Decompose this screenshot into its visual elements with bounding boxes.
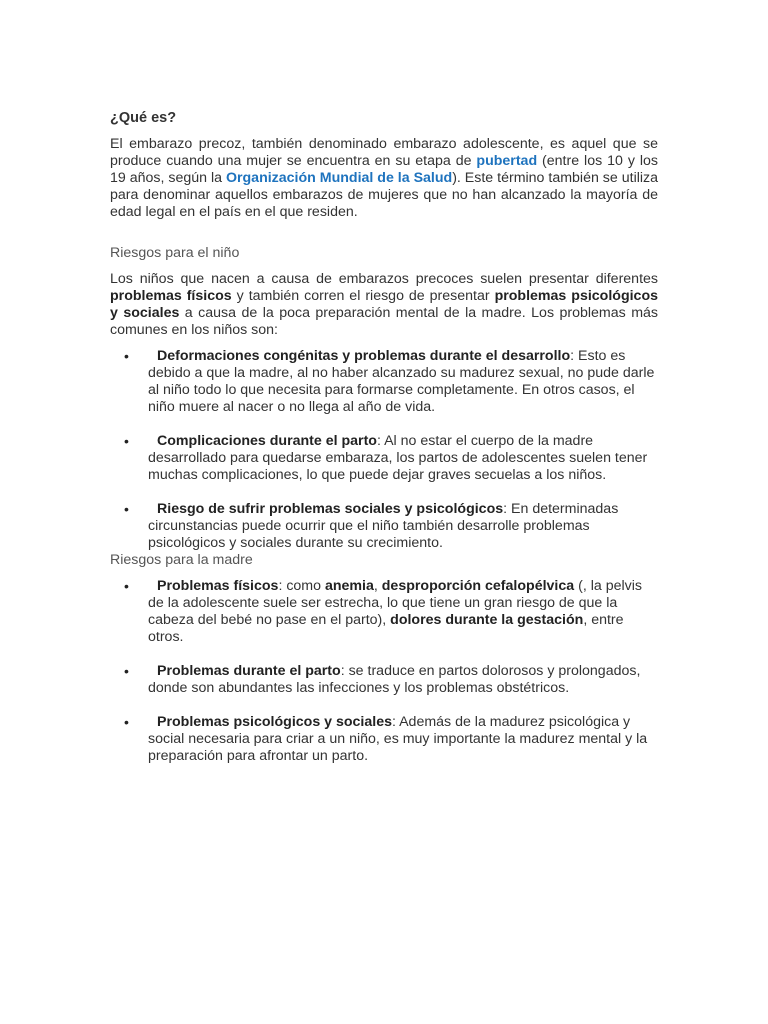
riesgos-nino-list [110, 348, 658, 552]
bullet-icon: • [124, 714, 129, 730]
link-oms[interactable]: Organización Mundial de la Salud [225, 170, 453, 186]
section-heading-riesgos-nino: Riesgos para el niño [110, 245, 240, 261]
list-item: • Problemas físicos: como anemia, desproporción cefalopélvica (, la pelvis de la adolescente suele ser estrecha, lo que tiene un gran riesgo de que la cabeza del bebé no pase en el parto), dolores durante la gestación, entre otros. [124, 578, 642, 645]
bullet-icon: • [124, 663, 129, 679]
bullet-icon: • [124, 348, 129, 364]
bullet-icon: • [124, 578, 129, 594]
list-item: • Deformaciones congénitas y problemas durante el desarrollo: Esto es debido a que la madre, al no haber alcanzado su madurez sexual, no pude darle al niño todo lo que necesita para formarse completamente. En otros casos, el niño muere al nacer o no llega al año de vida. [124, 348, 655, 415]
section-heading-que-es: ¿Qué es? [110, 110, 177, 126]
intro-paragraph: El embarazo precoz, también denominado embarazo adolescente, es aquel que se produce cuando una mujer se encuentra en su etapa de pubertad (entre los 10 y los 19 años, según la Organización Mundial de la Salud). Este término también se utiliza para denominar aquellos embarazos de mujeres que no han alcanzado la mayoría de edad legal en el país en el que residen. [110, 136, 659, 220]
section-heading-riesgos-madre: Riesgos para la madre [110, 552, 253, 568]
link-pubertad[interactable]: pubertad [476, 153, 538, 169]
document-content [110, 110, 658, 765]
list-item: • Problemas psicológicos y sociales: Además de la madurez psicológica y social necesaria para criar a un niño, es muy importante la madurez mental y la preparación para afrontar un parto. [124, 714, 648, 764]
list-item: • Riesgo de sufrir problemas sociales y psicológicos: En determinadas circunstancias puede ocurrir que el niño también desarrolle problemas psicológicos y sociales durante su crecimiento. [124, 501, 619, 551]
riesgos-madre-list [110, 578, 658, 765]
list-item: • Problemas durante el parto: se traduce en partos dolorosos y prolongados, donde son abundantes las infecciones y los problemas obstétricos. [124, 663, 641, 696]
bullet-icon: • [124, 501, 129, 517]
list-item: • Complicaciones durante el parto: Al no estar el cuerpo de la madre desarrollado para quedarse embaraza, los partos de adolescentes suelen tener muchas complicaciones, lo que puede dejar graves secuelas a los niños. [124, 433, 648, 483]
riesgos-nino-paragraph: Los niños que nacen a causa de embarazos precoces suelen presentar diferentes problemas físicos y también corren el riesgo de presentar problemas psicológicos y sociales a causa de la poca preparación mental de la madre. Los problemas más comunes en los niños son: [110, 271, 659, 338]
bullet-icon: • [124, 433, 129, 449]
